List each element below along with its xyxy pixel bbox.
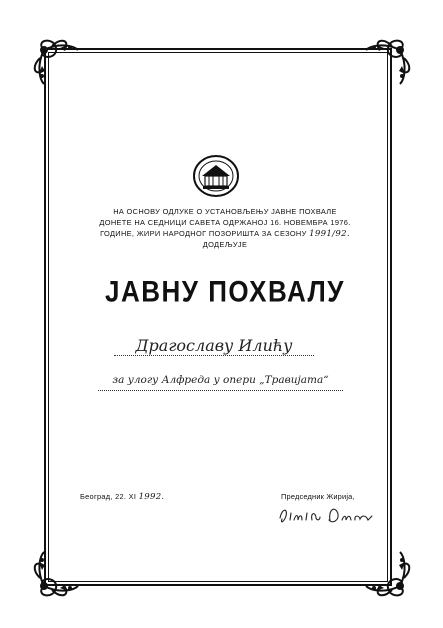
season-value: 1991/92.: [309, 229, 350, 239]
theatre-seal-icon: [192, 154, 240, 198]
recipient-name: Драгославу Илићу: [135, 336, 293, 355]
decree-line-4: ДОДЕЉУЈЕ: [202, 240, 248, 249]
decree-line-1: НА ОСНОВУ ОДЛУКЕ О УСТАНОВЉЕЊУ ЈАВНЕ ПОХВАЛЕ: [113, 207, 337, 216]
corner-ornament-icon: [30, 548, 82, 600]
decree-line-3-text: ГОДИНЕ, ЖИРИ НАРОДНОГ ПОЗОРИШТА ЗА СЕЗОНУ: [100, 229, 307, 238]
corner-ornament-icon: [30, 36, 82, 88]
jury-president-label: Председник Жирија,: [281, 492, 355, 501]
award-reason: за улогу Алфреда у опери „Травијата“: [112, 374, 329, 386]
place-date-text: Београд, 22. XI: [80, 492, 137, 501]
recipient-underline: [114, 355, 314, 356]
decree-line-2: ДОНЕТЕ НА СЕДНИЦИ САВЕТА ОДРЖАНОЈ 16. НОВЕМБРА 1976.: [99, 218, 351, 227]
place-and-date: [80, 492, 164, 502]
year-value: 1992.: [138, 492, 165, 502]
certificate-title: ЈАВНУ ПОХВАЛУ: [105, 273, 345, 309]
corner-ornament-icon: [362, 548, 414, 600]
signature-icon: [276, 502, 376, 528]
reason-underline: [98, 390, 343, 391]
corner-ornament-icon: [362, 36, 414, 88]
